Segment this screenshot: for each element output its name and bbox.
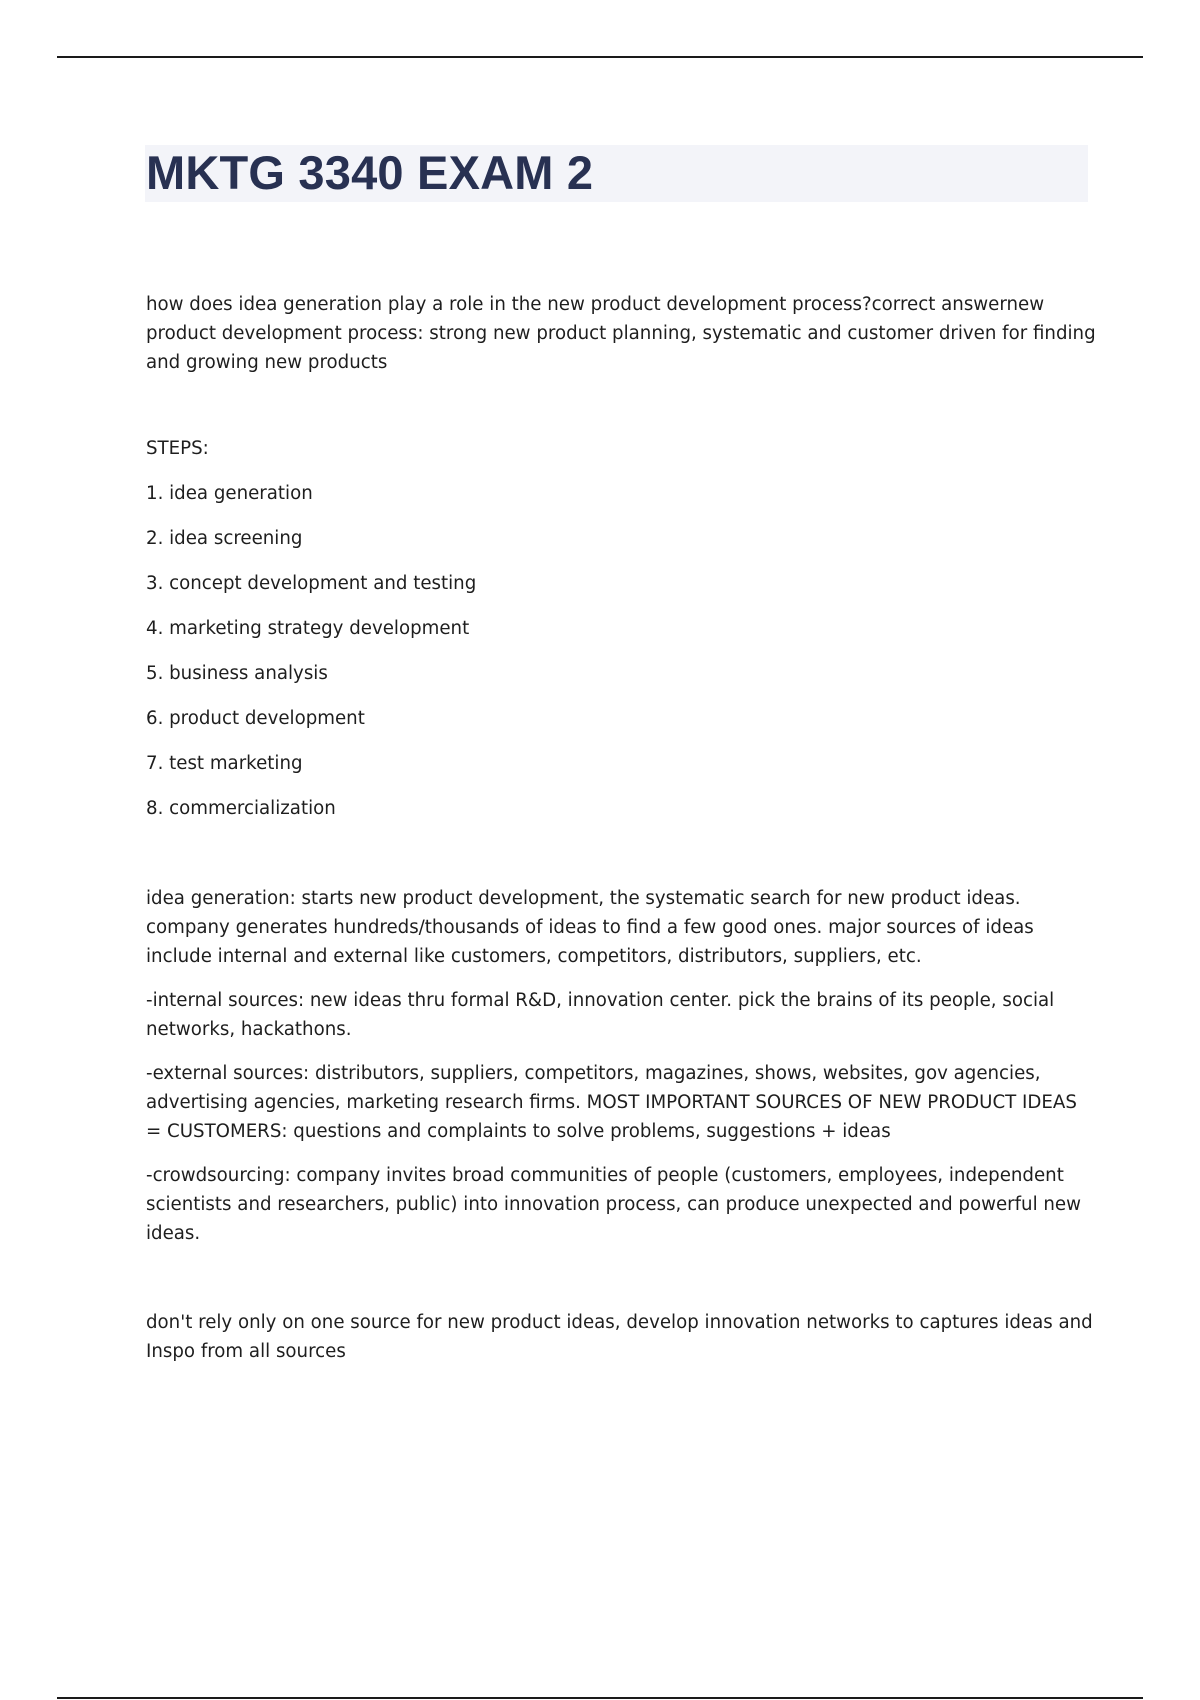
crowdsourcing-paragraph: -crowdsourcing: company invites broad communities of people (customers, employees, independent scientists and researchers, public) into innovation process, can produce unexpected and powerful new ideas. — [146, 1165, 1081, 1244]
closing-paragraph: don't rely only on one source for new product ideas, develop innovation networks to captures ideas and Inspo from all sources — [146, 1312, 1093, 1362]
step-item: 8. commercialization — [146, 798, 336, 819]
header-rule — [57, 56, 1143, 58]
steps-label: STEPS: — [146, 438, 209, 459]
step-item: 3. concept development and testing — [146, 573, 477, 594]
external-sources-paragraph: -external sources: distributors, suppliers, competitors, magazines, shows, websites, gov agencies, advertising agencies, marketing research firms. MOST IMPORTANT SOURCES OF NEW PRODUCT IDEAS = CUSTOMERS: questions and complaints to solve problems, suggestions + ideas — [146, 1063, 1077, 1142]
steps-list — [146, 479, 1096, 823]
internal-sources-paragraph: -internal sources: new ideas thru formal R&D, innovation center. pick the brains of its people, social networks, hackathons. — [146, 990, 1055, 1040]
step-item: 4. marketing strategy development — [146, 618, 470, 639]
step-item: 1. idea generation — [146, 483, 313, 504]
step-item: 2. idea screening — [146, 528, 303, 549]
document-body — [146, 290, 1096, 1366]
page-title: MKTG 3340 EXAM 2 — [146, 146, 594, 199]
step-item: 6. product development — [146, 708, 365, 729]
step-item: 5. business analysis — [146, 663, 328, 684]
question-paragraph: how does idea generation play a role in the new product development process?correct answernew product development process: strong new product planning, systematic and customer driven for finding and growing new products — [146, 294, 1096, 373]
step-item: 7. test marketing — [146, 753, 303, 774]
footer-rule — [57, 1697, 1143, 1699]
idea-generation-paragraph: idea generation: starts new product development, the systematic search for new product ideas. company generates hundreds/thousands of ideas to find a few good ones. major sources of ideas include internal and external like customers, competitors, distributors, suppliers, etc. — [146, 888, 1034, 967]
